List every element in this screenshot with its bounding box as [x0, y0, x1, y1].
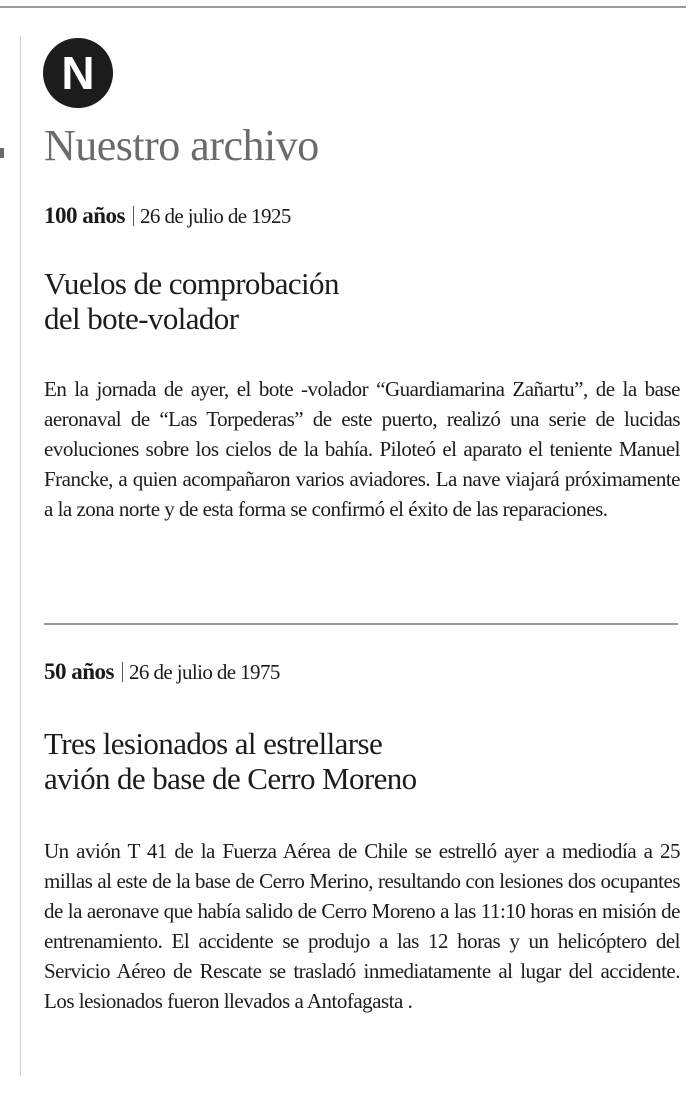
top-rule — [0, 6, 686, 8]
edge-mark — [0, 148, 4, 158]
kicker-separator — [133, 206, 134, 226]
section-logo: N — [43, 38, 113, 108]
archive-entry-100-years — [44, 198, 680, 524]
entry-headline — [44, 266, 680, 336]
headline-line-1: Tres lesionados al estrellarse — [44, 726, 383, 761]
headline-line-2: del bote-volador — [44, 301, 239, 336]
headline-line-2: avión de base de Cerro Moreno — [44, 761, 417, 796]
entry-body: En la jornada de ayer, el bote -volador “Guardiamarina Zañartu”, de la base aeronaval de “Las Torpederas” de este puerto, realizó una serie de lucidas evoluciones sobre los cielos de la bahía. Piloteó el aparato el teniente Manuel Francke, a quien acompañaron varios aviadores. La nave viajará próximamente a la zona norte y de esta forma se confirmó el éxito de las reparaciones. — [44, 377, 680, 521]
kicker-separator — [122, 662, 123, 682]
section-title: Nuestro archivo — [44, 121, 319, 170]
entry-kicker — [44, 654, 680, 690]
column-rule — [20, 36, 21, 1076]
archive-entry-50-years — [44, 654, 680, 1016]
entry-body: Un avión T 41 de la Fuerza Aérea de Chile se estrelló ayer a mediodía a 25 millas al este de la base de Cerro Merino, resultando con lesiones dos ocupantes de la aeronave que había salido de Cerro Moreno a las 11:10 horas en misión de entrenamiento. El accidente se produjo a las 12 horas y un helicóptero del Servicio Aéreo de Rescate se trasladó inmediatamente al lugar del accidente. Los lesionados fueron llevados a Antofagasta . — [44, 839, 680, 1013]
entry-years: 50 años — [44, 659, 114, 684]
headline-line-1: Vuelos de comprobación — [44, 266, 339, 301]
entry-date: 26 de julio de 1925 — [140, 204, 291, 228]
entry-headline — [44, 726, 680, 796]
entry-kicker — [44, 198, 680, 234]
entry-years: 100 años — [44, 203, 125, 228]
entry-divider — [44, 623, 678, 625]
entry-date: 26 de julio de 1975 — [129, 660, 280, 684]
